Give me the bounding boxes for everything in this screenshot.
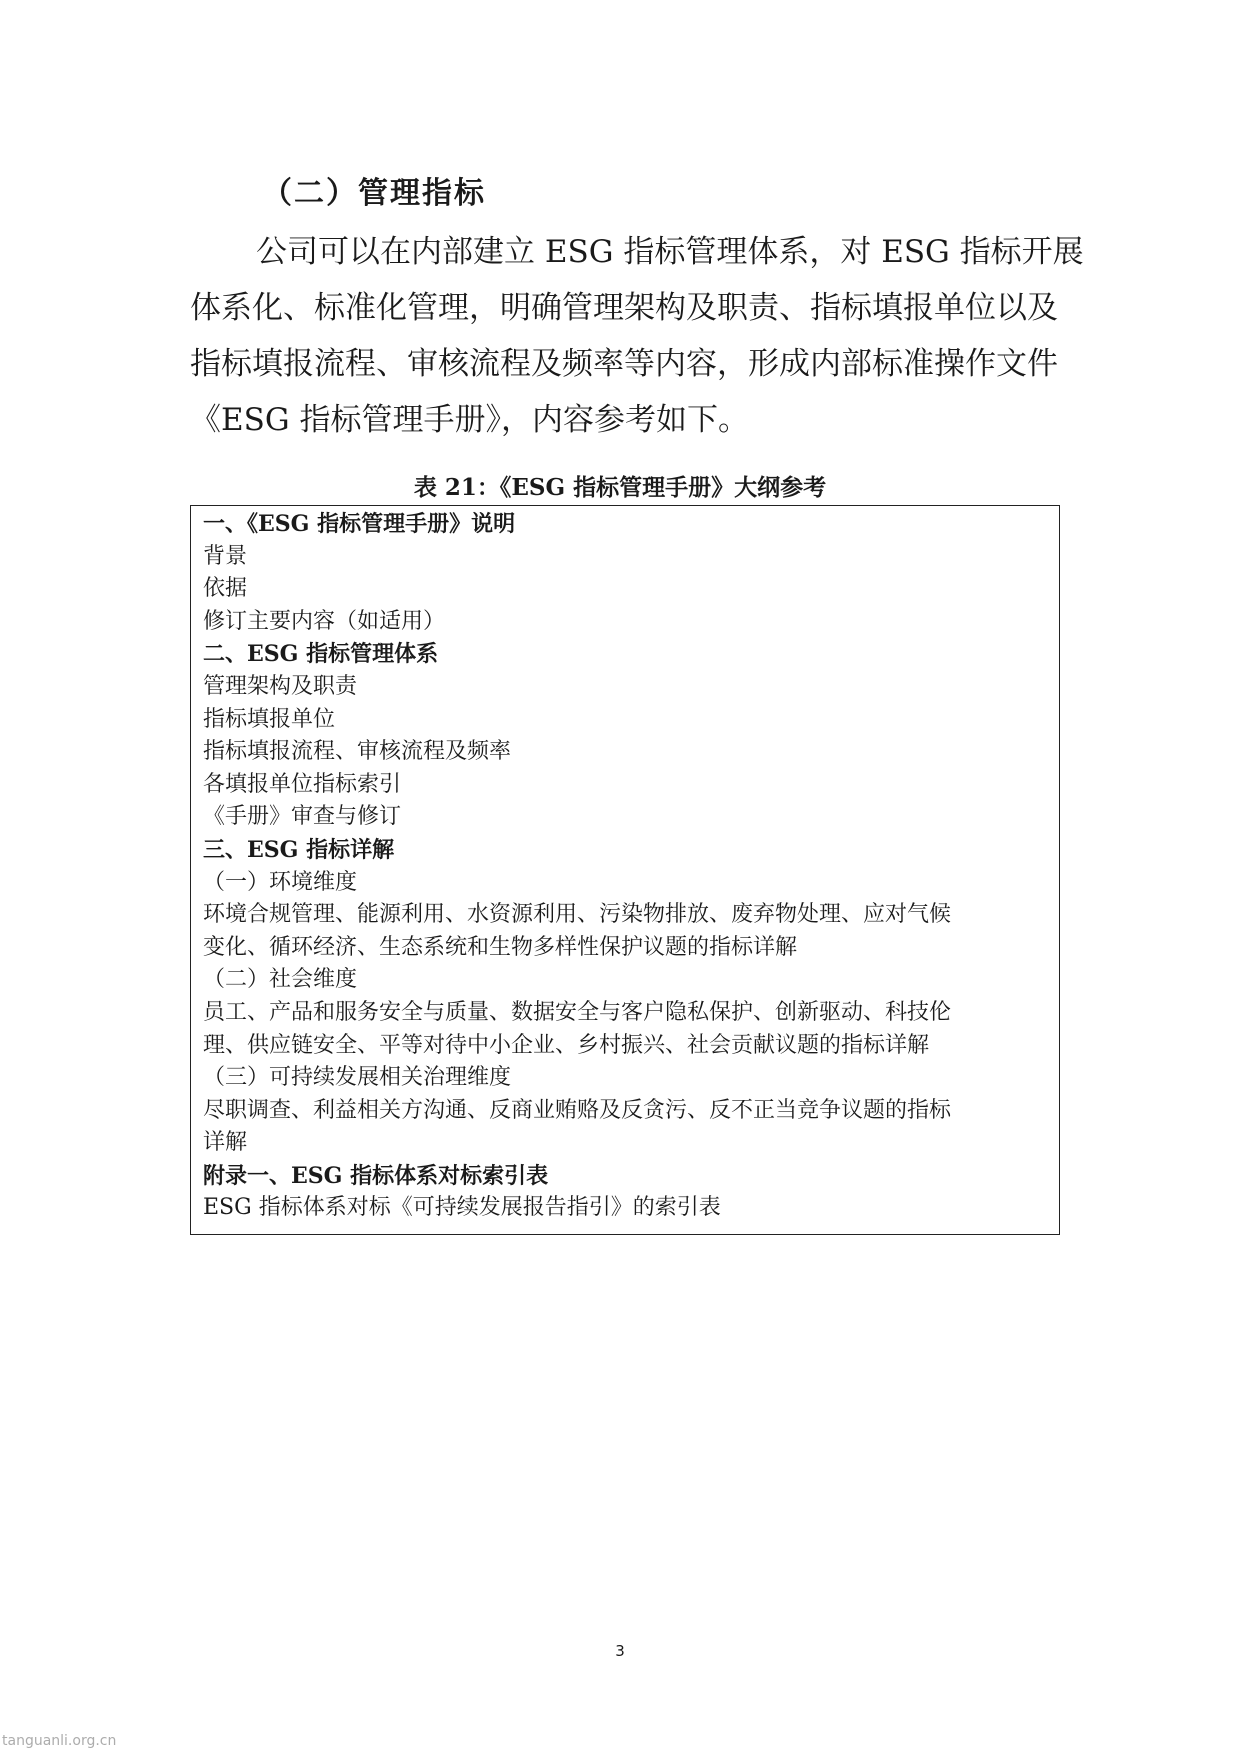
outline-item: 指标填报单位: [203, 706, 336, 732]
intro-line: 体系化、标准化管理，明确管理架构及职责、指标填报单位以及: [190, 290, 1058, 326]
intro-line: 公司可以在内部建立 ESG 指标管理体系，对 ESG 指标开展: [256, 234, 1084, 270]
outline-item: （一）环境维度: [203, 869, 358, 895]
outline-item: 背景: [203, 543, 248, 569]
outline-item: ESG 指标体系对标《可持续发展报告指引》的索引表: [203, 1195, 721, 1221]
outline-item: （二）社会维度: [203, 967, 358, 993]
outline-item: 管理架构及职责: [203, 673, 358, 699]
intro-line: 《ESG 指标管理手册》，内容参考如下。: [190, 402, 749, 438]
table-caption: 表 21：《ESG 指标管理手册》大纲参考: [413, 474, 827, 501]
outline-item: 理、供应链安全、平等对待中小企业、乡村振兴、社会贡献议题的指标详解: [203, 1032, 930, 1058]
outline-section-heading: 三、ESG 指标详解: [203, 836, 395, 863]
outline-item: 尽职调查、利益相关方沟通、反商业贿赂及反贪污、反不正当竞争议题的指标: [203, 1097, 952, 1123]
intro-paragraph: [190, 224, 1084, 448]
outline-item: 依据: [203, 576, 248, 602]
outline-item: 员工、产品和服务安全与质量、数据安全与客户隐私保护、创新驱动、科技伦: [203, 999, 952, 1025]
outline-table: [190, 505, 1060, 1235]
intro-line: 指标填报流程、审核流程及频率等内容，形成内部标准操作文件: [190, 346, 1058, 382]
outline-section-heading: 一、《ESG 指标管理手册》说明: [203, 511, 516, 537]
outline-item: 各填报单位指标索引: [203, 771, 402, 797]
outline-item: 环境合规管理、能源利用、水资源利用、污染物排放、废弃物处理、应对气候: [203, 902, 952, 928]
section-heading: （二）管理指标: [262, 176, 486, 211]
page-number: 3: [615, 1642, 625, 1660]
outline-item: （三）可持续发展相关治理维度: [203, 1065, 512, 1091]
outline-item: 《手册》审查与修订: [203, 804, 402, 830]
outline-section-heading: 附录一、ESG 指标体系对标索引表: [203, 1162, 549, 1189]
outline-item: 指标填报流程、审核流程及频率: [203, 739, 512, 765]
outline-item: 变化、循环经济、生态系统和生物多样性保护议题的指标详解: [203, 934, 798, 960]
outline-item: 详解: [203, 1130, 248, 1156]
outline-section-heading: 二、ESG 指标管理体系: [203, 641, 439, 668]
outline-item: 修订主要内容（如适用）: [203, 608, 446, 634]
watermark: tanguanli.org.cn: [2, 1733, 117, 1749]
